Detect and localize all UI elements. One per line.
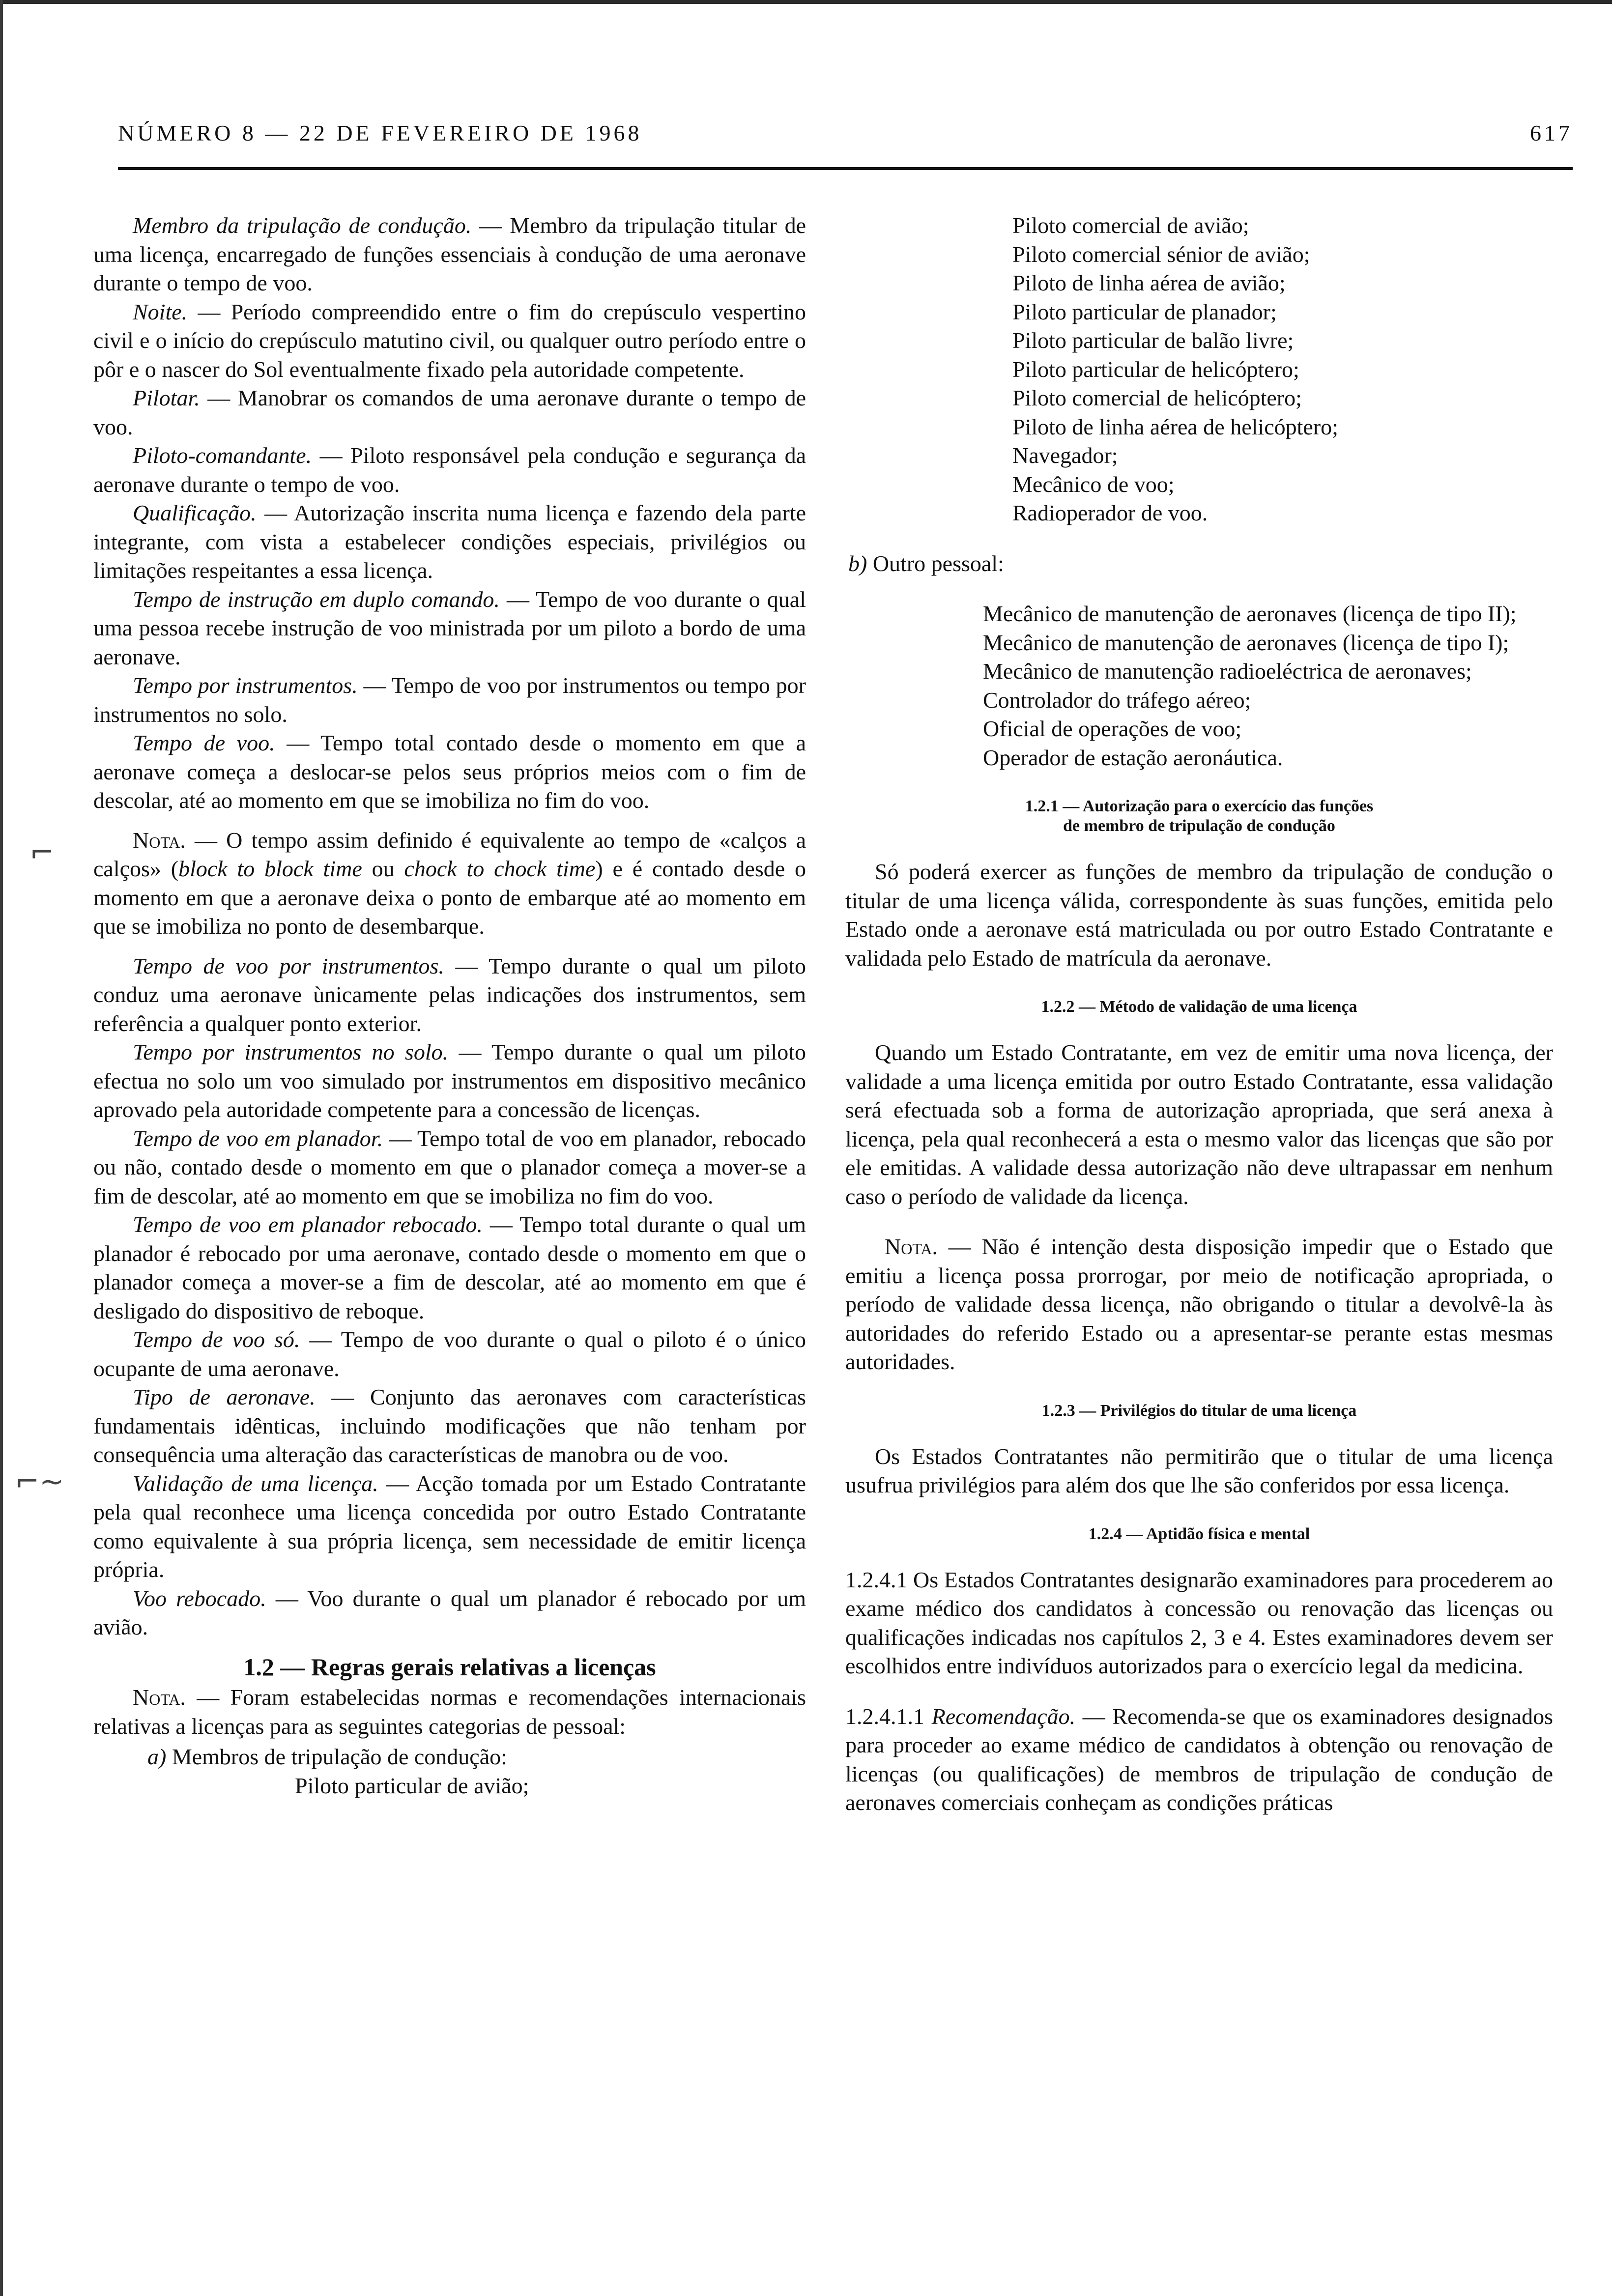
definition: Voo rebocado. — Voo durante o qual um planador é rebocado por um avião.: [93, 1585, 806, 1639]
definition: Tempo de voo por instrumentos. — Tempo durante o qual um piloto conduz uma aeronave ùnicamente pelas indicações dos instrumentos, sem referência a qualquer ponto exterior.: [93, 953, 806, 1036]
paragraph-1-2-4-1: 1.2.4.1 Os Estados Contratantes designarão examinadores para procederem ao exame médico dos candidatos à concessão ou renovação das licenças ou qualificações indicadas nos capítulos 2, 3 e 4. Estes examinadores devem ser escolhidos entre indivíduos autorizados para o exercício legal da medicina.: [845, 1567, 1553, 1678]
list-item: Piloto comercial de avião;: [1012, 213, 1249, 238]
list-item: Controlador do tráfego aéreo;: [983, 687, 1251, 713]
list-item: Mecânico de manutenção de aeronaves (licença de tipo I);: [983, 630, 1509, 655]
definition: Membro da tripulação de condução. — Membro da tripulação titular de uma licença, encarregado de funções essenciais à condução de uma aeronave durante o tempo de voo.: [93, 213, 806, 295]
list-item: Mecânico de manutenção de aeronaves (licença de tipo II);: [983, 601, 1517, 626]
subsection-title-1-2-2: 1.2.2 — Método de validação de uma licença: [1041, 998, 1357, 1016]
list-item: Piloto comercial sénior de avião;: [1012, 241, 1310, 267]
list-item: Oficial de operações de voo;: [983, 716, 1242, 741]
list-item: Piloto particular de avião;: [295, 1773, 529, 1798]
header-rule: [118, 167, 1573, 170]
list-item: Piloto comercial de helicóptero;: [1012, 385, 1302, 410]
note-categories: Nota. — Foram estabelecidas normas e recomendações internacionais relativas a licenças para as seguintes categorias de pessoal:: [93, 1685, 806, 1739]
pencil-mark: ⌐~: [15, 1464, 64, 1499]
list-item: Piloto particular de planador;: [1012, 299, 1277, 324]
page-edge-left: [0, 0, 3, 2296]
list-item: Piloto de linha aérea de helicóptero;: [1012, 414, 1338, 439]
paragraph-1-2-4-1-1: 1.2.4.1.1 Recomendação. — Recomenda-se que os examinadores designados para proceder ao exame médico de candidatos à obtenção ou renovação de licenças (ou qualificações) de membros de tripulação de condução de aeronaves comerciais conheçam as condições práticas: [845, 1703, 1554, 1815]
list-item: Operador de estação aeronáutica.: [983, 745, 1283, 770]
definition: Tempo de voo só. — Tempo de voo durante o qual o piloto é o único ocupante de uma aeronave.: [93, 1327, 806, 1381]
list-item: Mecânico de voo;: [1012, 471, 1175, 497]
pilot-list: [845, 211, 1553, 528]
definition: Tipo de aeronave. — Conjunto das aeronaves com características fundamentais idênticas, incluindo modificações que não tenham por consequência uma alteração das características de manobra ou de voo.: [93, 1384, 806, 1467]
paragraph: Quando um Estado Contratante, em vez de emitir uma nova licença, der validade a uma licença emitida por outro Estado Contratante, essa validação será efectuada sob a forma de autorização apropriada, que será anexa à licença, pela qual reconhecerá a esta o mesmo valor das licenças que são por ele emitidas. A validade dessa autorização não deve ultrapassar em nenhum caso o período de validade da licença.: [845, 1040, 1553, 1209]
definition: Qualificação. — Autorização inscrita numa licença e fazendo dela parte integrante, com vista a estabelecer condições especiais, privilégios ou limitações respeitantes a essa licença.: [93, 500, 806, 583]
other-personnel-list: [845, 600, 1553, 772]
definition: Noite. — Período compreendido entre o fim do crepúsculo vespertino civil e o início do crepúsculo matutino civil, ou qualquer outro período entre o pôr e o nascer do Sol eventualmente fixado pela autoridade competente.: [93, 299, 806, 382]
right-column: [845, 211, 1553, 1817]
definition: Validação de uma licença. — Acção tomada por um Estado Contratante pela qual reconhece uma licença concedida por outro Estado Contratante como equivalente à sua própria licença, sem necessidade de emitir licença própria.: [93, 1470, 806, 1582]
page-number: 617: [1530, 120, 1573, 145]
list-item: Piloto particular de balão livre;: [1012, 328, 1294, 353]
issue-line: NÚMERO 8 — 22 DE FEVEREIRO DE 1968: [118, 120, 642, 145]
left-column: [93, 211, 806, 1800]
definition: Pilotar. — Manobrar os comandos de uma aeronave durante o tempo de voo.: [93, 385, 806, 439]
list-item: Radioperador de voo.: [1012, 500, 1208, 525]
section-title: 1.2 — Regras gerais relativas a licenças: [243, 1653, 656, 1681]
paragraph: Só poderá exercer as funções de membro da tripulação de condução o titular de uma licença válida, correspondente às suas funções, emitida pelo Estado onde a aeronave está matriculada ou por outro Estado Contratante e validada pelo Estado de matrícula da aeronave.: [845, 859, 1553, 971]
subsection-title-1-2-1: 1.2.1 — Autorização para o exercício das funções de membro de tripulação de condução: [1025, 797, 1374, 835]
note-block-time: Nota. — O tempo assim definido é equivalente ao tempo de «calços a calços» (block to block time ou chock to chock time) e é contado desde o momento em que a aeronave deixa o ponto de embarque até ao momento em que se imobiliza no ponto de desembarque.: [93, 827, 806, 939]
definition: Tempo de voo em planador. — Tempo total de voo em planador, rebocado ou não, contado desde o momento em que o planador começa a mover-se a fim de descolar, até ao momento em que se imobiliza no fim do voo.: [93, 1125, 806, 1208]
definition: Tempo por instrumentos no solo. — Tempo durante o qual um piloto efectua no solo um voo simulado por instrumentos em dispositivo mecânico aprovado pela autoridade competente para a concessão de licenças.: [93, 1039, 806, 1122]
definition: Tempo de instrução em duplo comando. — Tempo de voo durante o qual uma pessoa recebe instrução de voo ministrada por um piloto a bordo de uma aeronave.: [93, 586, 806, 669]
page-edge-top: [0, 0, 1612, 4]
page-header: [118, 113, 1573, 152]
category-b: b) Outro pessoal:: [848, 550, 1004, 576]
list-item: Piloto particular de helicóptero;: [1012, 356, 1299, 382]
pencil-mark: ⌐: [29, 835, 55, 870]
category-a: a) Membros de tripulação de condução:: [147, 1744, 507, 1769]
subsection-title-1-2-3: 1.2.3 — Privilégios do titular de uma licença: [1041, 1401, 1357, 1420]
list-item: Mecânico de manutenção radioeléctrica de aeronaves;: [983, 659, 1472, 684]
definition: Tempo de voo. — Tempo total contado desde o momento em que a aeronave começa a deslocar-se pelos seus próprios meios com o fim de descolar, até ao momento em que se imobiliza no fim do voo.: [93, 730, 806, 813]
list-item: Piloto de linha aérea de avião;: [1012, 270, 1286, 295]
subsection-title-1-2-4: 1.2.4 — Aptidão física e mental: [1088, 1524, 1310, 1543]
definition: Tempo de voo em planador rebocado. — Tempo total durante o qual um planador é rebocado por uma aeronave, contado desde o momento em que o planador começa a mover-se a fim de descolar, até ao momento em que é desligado do dispositivo de reboque.: [93, 1212, 806, 1323]
paragraph: Os Estados Contratantes não permitirão que o titular de uma licença usufrua privilégios para além dos que lhe são conferidos por essa licença.: [845, 1443, 1553, 1497]
definition: Tempo por instrumentos. — Tempo de voo por instrumentos ou tempo por instrumentos no solo.: [93, 673, 806, 727]
definition: Piloto-comandante. — Piloto responsável pela condução e segurança da aeronave durante o tempo de voo.: [93, 443, 806, 497]
note-validation: Nota. — Não é intenção desta disposição impedir que o Estado que emitiu a licença possa prorrogar, por meio de notificação apropriada, o período de validade dessa licença, não obrigando o titular a devolvê-la às autoridades do referido Estado ou a apresentar-se perante estas mesmas autoridades.: [845, 1234, 1553, 1374]
list-item: Navegador;: [1012, 443, 1118, 468]
